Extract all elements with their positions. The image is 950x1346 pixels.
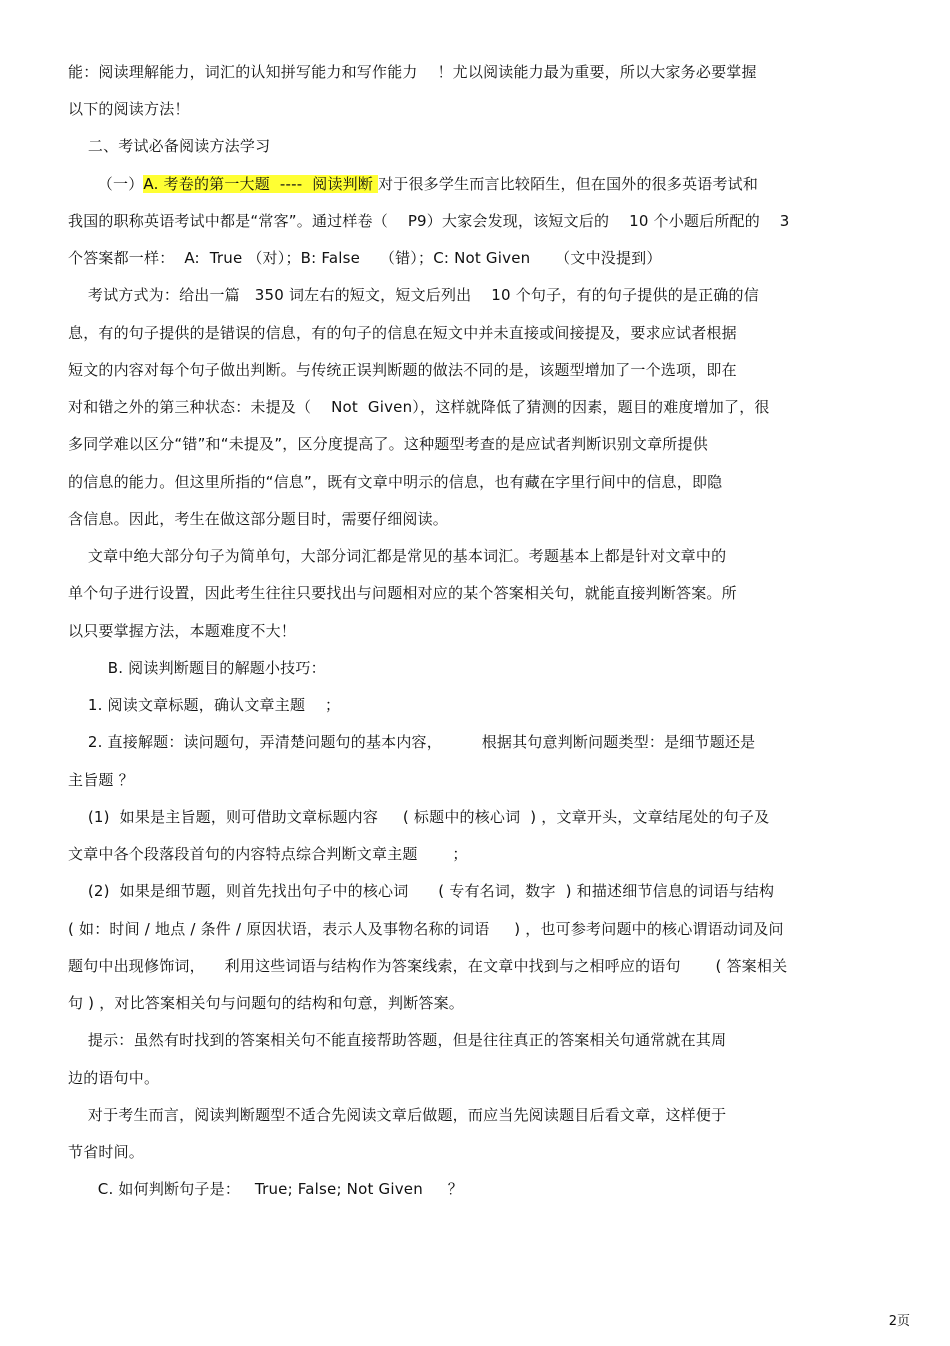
text-line [68,174,758,194]
text-line: 文章中绝大部分句子为简单句，大部分词汇都是常见的基本词汇。考题基本上都是针对文章中的 [68,547,727,565]
text-line: 个答案都一样： A: True （对）；B: False （错）；C: Not Given （文中没提到） [68,249,662,267]
subsection-heading: C. 如何判断句子是： True; False; Not Given ？ [68,1180,463,1198]
list-item: (2) 如果是细节题，则首先找出句子中的核心词 ( 专有名词，数字 ) 和描述细节信息的词语与结构 [68,882,775,900]
list-item: 1. 阅读文章标题，确认文章主题 ； [68,696,341,714]
section-heading: 二、考试必备阅读方法学习 [68,137,271,155]
text-line: 短文的内容对每个句子做出判断。与传统正误判断题的做法不同的是，该题型增加了一个选项，即在 [68,361,737,379]
text-line: 对于考生而言，阅读判断题型不适合先阅读文章后做题，而应当先阅读题目后看文章，这样便于 [68,1106,727,1124]
text-line: 含信息。因此，考生在做这部分题目时，需要仔细阅读。 [68,510,449,528]
text-line: 的信息的能力。但这里所指的“信息”，既有文章中明示的信息，也有藏在字里行间中的信息，即隐 [68,473,723,491]
text-line: 多同学难以区分“错”和“未提及”，区分度提高了。这种题型考查的是应试者判断识别文章所提供 [68,435,708,453]
page-number: 2页 [888,1314,910,1329]
text-line: 主旨题 ？ [68,771,134,789]
text-line: 题句中出现修饰词， 利用这些词语与结构作为答案线索，在文章中找到与之相呼应的语句 ( 答案相关 [68,957,788,975]
text-line: 对和错之外的第三种状态：未提及（ Not Given），这样就降低了猜测的因素，题目的难度增加了，很 [68,398,770,416]
text-line: 提示：虽然有时找到的答案相关句不能直接帮助答题，但是往往真正的答案相关句通常就在其周 [68,1031,727,1049]
highlighted-heading: A. 考卷的第一大题 ---- 阅读判断 [143,175,379,193]
text-line: ( 如：时间 / 地点 / 条件 / 原因状语，表示人及事物名称的词语 ) ，也可参考问题中的核心谓语动词及问 [68,920,784,938]
subsection-label: （一） [68,175,144,193]
text-line: 节省时间。 [68,1143,145,1161]
text-line: 文章中各个段落段首句的内容特点综合判断文章主题 ； [68,845,468,863]
text-line: 能：阅读理解能力，词汇的认知拼写能力和写作能力 ！尤以阅读能力最为重要，所以大家务必要掌握 [68,63,757,81]
text-line: 息，有的句子提供的是错误的信息，有的句子的信息在短文中并未直接或间接提及，要求应试者根据 [68,324,737,342]
text-line: 句 ) ，对比答案相关句与问题句的结构和句意，判断答案。 [68,994,464,1012]
text-line: 考试方式为：给出一篇 350 词左右的短文，短文后列出 10 个句子，有的句子提供的是正确的信 [68,286,759,304]
list-item: 2. 直接解题：读问题句，弄清楚问题句的基本内容， 根据其句意判断问题类型：是细节题还是 [68,733,756,751]
subsection-heading: B. 阅读判断题目的解题小技巧： [68,659,326,677]
text-line: 以下的阅读方法！ [68,100,190,118]
text-line: 我国的职称英语考试中都是“常客”。通过样卷（ P9）大家会发现，该短文后的 10 个小题后所配的 3 [68,212,790,230]
text-line: 边的语句中。 [68,1069,160,1087]
text-line: 单个句子进行设置，因此考生往往只要找出与问题相对应的某个答案相关句，就能直接判断答案。所 [68,584,737,602]
text-line: 以只要掌握方法，本题难度不大！ [68,622,297,640]
text-run: 对于很多学生而言比较陌生，但在国外的很多英语考试和 [378,175,759,193]
list-item: (1) 如果是主旨题，则可借助文章标题内容 ( 标题中的核心词 ) ，文章开头，文章结尾处的句子及 [68,808,770,826]
